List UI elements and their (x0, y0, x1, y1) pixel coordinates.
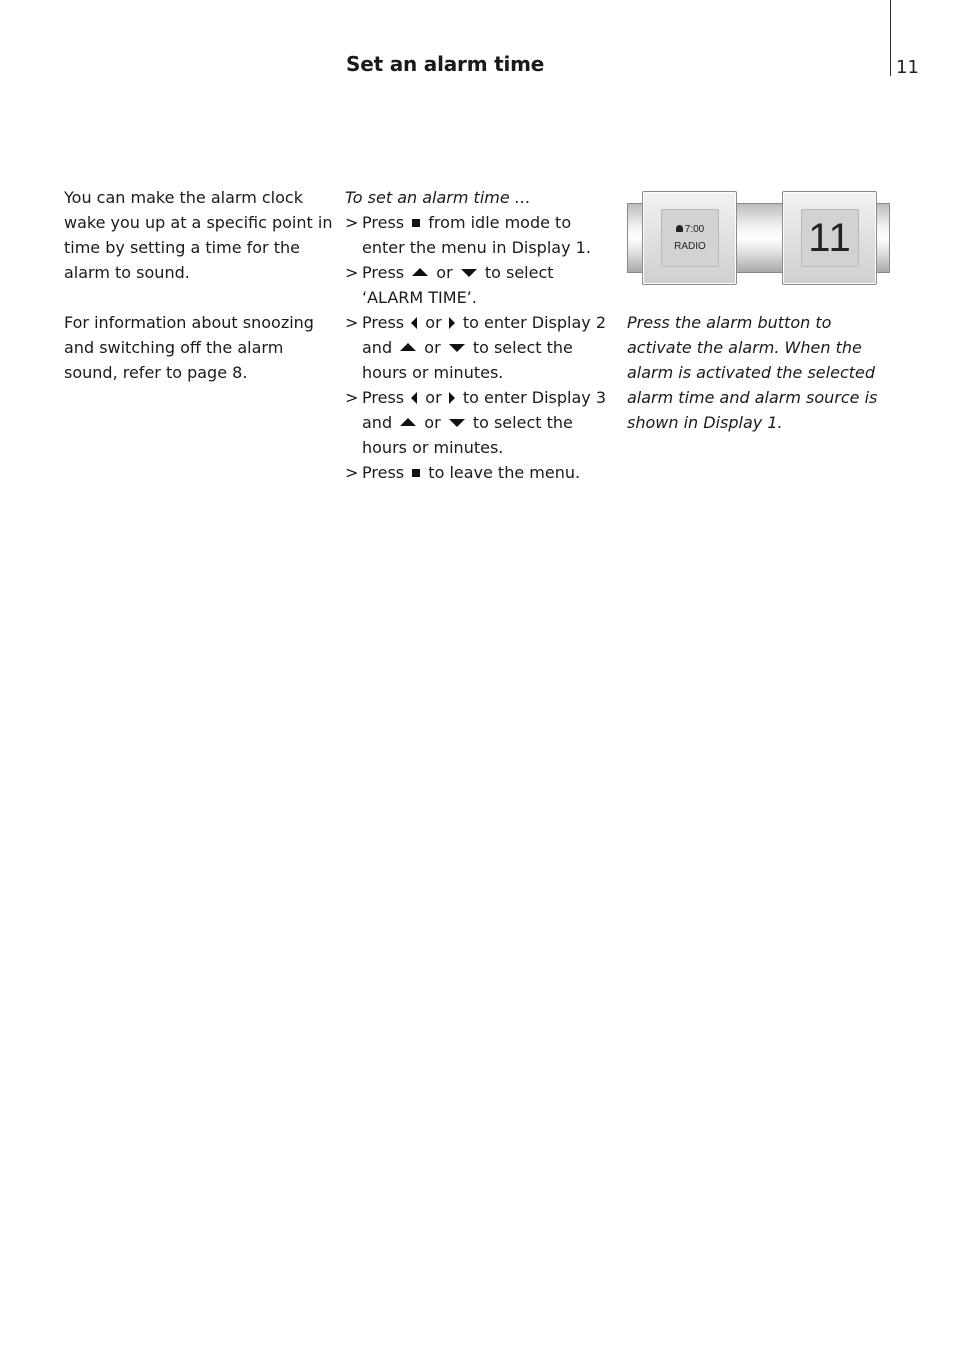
display-1-lcd (661, 209, 719, 267)
bell-icon (676, 225, 683, 232)
step-2: > Press or to select ‘ALARM TIME’. (345, 260, 617, 310)
display-2-lcd (801, 209, 859, 267)
step-marker: > (345, 213, 359, 232)
display-1 (642, 191, 737, 285)
instructions-column (345, 185, 617, 485)
alarm-clock-illustration (627, 191, 890, 285)
alarm-time-readout: 7:00 (684, 224, 705, 235)
stop-button-icon (412, 469, 420, 477)
display-2 (782, 191, 877, 285)
display-2-value: 11 (808, 215, 852, 260)
intro-column (64, 185, 334, 410)
down-arrow-icon (449, 344, 465, 352)
left-arrow-icon (411, 392, 417, 404)
step-1: > Press from idle mode to enter the menu in Display 1. (345, 210, 617, 260)
stop-button-icon (412, 219, 420, 227)
down-arrow-icon (449, 419, 465, 427)
right-arrow-icon (449, 392, 455, 404)
left-arrow-icon (411, 317, 417, 329)
page-number: 11 (896, 57, 919, 78)
step-3: > Press or to enter Display 2 and or to select the hours or minutes. (345, 310, 617, 385)
down-arrow-icon (461, 269, 477, 277)
step-5: > Press to leave the menu. (345, 460, 617, 485)
intro-paragraph: You can make the alarm clock wake you up at a specific point in time by setting a time for the alarm to sound. (64, 188, 333, 282)
page-number-divider (890, 0, 891, 76)
step-marker: > (345, 263, 359, 282)
snooze-reference-paragraph: For information about snoozing and switching off the alarm sound, refer to page 8. (64, 313, 314, 382)
step-4: > Press or to enter Display 3 and or to select the hours or minutes. (345, 385, 617, 460)
up-arrow-icon (400, 418, 416, 426)
up-arrow-icon (412, 268, 428, 276)
step-marker: > (345, 388, 359, 407)
step-marker: > (345, 313, 359, 332)
step-marker: > (345, 463, 359, 482)
illustration-caption: Press the alarm button to activate the alarm. When the alarm is activated the selected alarm time and alarm source is shown in Display 1. (627, 313, 878, 432)
right-arrow-icon (449, 317, 455, 329)
instructions-heading: To set an alarm time … (345, 188, 531, 207)
up-arrow-icon (400, 343, 416, 351)
alarm-source-readout: RADIO (674, 241, 706, 252)
caption-column (627, 310, 889, 435)
page-title: Set an alarm time (346, 52, 545, 76)
